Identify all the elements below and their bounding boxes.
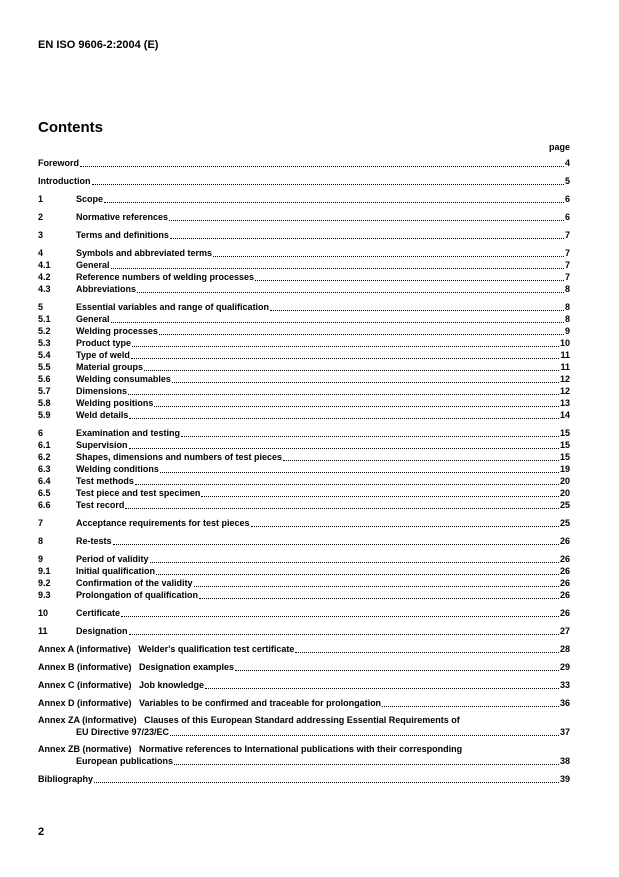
toc-page: 4 — [564, 158, 570, 168]
toc-page: 26 — [559, 590, 570, 600]
toc-title: Supervision — [76, 440, 128, 450]
toc-entry[interactable] — [38, 553, 570, 565]
toc-title: Test record — [76, 500, 125, 510]
toc-title: Certificate — [76, 608, 121, 618]
toc-page: 36 — [559, 698, 570, 708]
toc-entry[interactable] — [38, 535, 570, 547]
toc-entry[interactable] — [38, 409, 570, 421]
toc-entry[interactable] — [38, 301, 570, 313]
toc-page: 6 — [564, 194, 570, 204]
toc-page: 26 — [559, 536, 570, 546]
toc-title: Scope — [76, 194, 104, 204]
toc-entry-annex-za[interactable] — [38, 715, 570, 738]
toc-entry[interactable] — [38, 373, 570, 385]
toc-title-continued: European publications — [76, 756, 174, 766]
leader-dots — [270, 309, 564, 311]
toc-entry[interactable] — [38, 577, 570, 589]
leader-dots — [104, 201, 564, 203]
leader-dots — [129, 633, 559, 635]
toc-title: Welding positions — [76, 398, 154, 408]
toc-title: Material groups — [76, 362, 144, 372]
leader-dots — [156, 573, 559, 575]
toc-page: 8 — [564, 314, 570, 324]
toc-number: 5.5 — [38, 362, 51, 372]
leader-dots — [199, 597, 559, 599]
toc-page: 15 — [559, 428, 570, 438]
toc-title: General — [76, 260, 110, 270]
toc-title: Symbols and abbreviated terms — [76, 248, 213, 258]
toc-page: 5 — [564, 176, 570, 186]
toc-number: 11 — [38, 626, 48, 636]
toc-page: 25 — [559, 518, 570, 528]
toc-page: 7 — [564, 272, 570, 282]
toc-entry-annex-a[interactable] — [38, 643, 570, 655]
toc-entry[interactable] — [38, 463, 570, 475]
toc-entry-bibliography[interactable] — [38, 773, 570, 785]
leader-dots — [94, 781, 559, 783]
toc-entry[interactable] — [38, 475, 570, 487]
leader-dots — [251, 525, 559, 527]
toc-number: 2 — [38, 212, 44, 222]
toc-page: 15 — [559, 452, 570, 462]
toc-entry[interactable] — [38, 283, 570, 295]
toc-title: Weld details — [76, 410, 129, 420]
toc-entry-annex-c[interactable] — [38, 679, 570, 691]
toc-entry[interactable] — [38, 487, 570, 499]
toc-entry[interactable] — [38, 589, 570, 601]
toc-entry-annex-d[interactable] — [38, 697, 570, 709]
leader-dots — [80, 165, 564, 167]
toc-entry[interactable] — [38, 337, 570, 349]
toc-number: 6.3 — [38, 464, 51, 474]
toc-page: 7 — [564, 248, 570, 258]
toc-page: 37 — [559, 727, 570, 737]
toc-entry-annex-b[interactable] — [38, 661, 570, 673]
toc-title: Annex B (informative) Designation examples — [38, 662, 235, 672]
leader-dots — [235, 669, 559, 671]
toc-title: Prolongation of qualification — [76, 590, 198, 600]
leader-dots — [174, 763, 559, 765]
toc-entry-introduction[interactable] — [38, 175, 570, 187]
toc-entry[interactable] — [38, 397, 570, 409]
toc-number: 6.1 — [38, 440, 51, 450]
toc-page: 28 — [559, 644, 570, 654]
toc-entry[interactable] — [38, 451, 570, 463]
leader-dots — [111, 321, 564, 323]
toc-number: 6 — [38, 428, 44, 438]
toc-number: 5.9 — [38, 410, 51, 420]
toc-page: 14 — [559, 410, 570, 420]
toc-title: Normative references — [76, 212, 169, 222]
leader-dots — [382, 705, 559, 707]
toc-title: Welding consumables — [76, 374, 171, 384]
toc-page: 6 — [564, 212, 570, 222]
toc-title: Examination and testing — [76, 428, 181, 438]
toc-title: Annex D (informative) Variables to be confirmed and traceable for prolongation — [38, 698, 382, 708]
leader-dots — [125, 507, 559, 509]
toc-number: 5.4 — [38, 350, 51, 360]
toc-number: 3 — [38, 230, 44, 240]
toc-page: 11 — [560, 350, 570, 360]
toc-number: 4.2 — [38, 272, 51, 282]
toc-entry-annex-zb[interactable] — [38, 744, 570, 767]
toc-page: 15 — [559, 440, 570, 450]
toc-page: 20 — [559, 476, 570, 486]
toc-title: Designation — [76, 626, 128, 636]
contents-title: Contents — [38, 119, 103, 136]
toc-title: Essential variables and range of qualification — [76, 302, 270, 312]
toc-title: Test methods — [76, 476, 134, 486]
toc-entry[interactable] — [38, 427, 570, 439]
leader-dots — [205, 687, 559, 689]
toc-entry[interactable] — [38, 517, 570, 529]
toc-entry[interactable] — [38, 625, 570, 637]
toc-page: 27 — [559, 626, 570, 636]
toc-entry[interactable] — [38, 259, 570, 271]
toc-entry[interactable] — [38, 211, 570, 223]
toc-title: Initial qualification — [76, 566, 156, 576]
leader-dots — [181, 435, 559, 437]
toc-entry[interactable] — [38, 385, 570, 397]
toc-number: 5.3 — [38, 338, 51, 348]
toc-number: 5.7 — [38, 386, 51, 396]
toc-title: Foreword — [38, 158, 80, 168]
toc-title: Terms and definitions — [76, 230, 169, 240]
toc-page: 10 — [559, 338, 570, 348]
toc-title: Reference numbers of welding processes — [76, 272, 255, 282]
toc-page: 26 — [559, 566, 570, 576]
leader-dots — [111, 267, 564, 269]
toc-title-continued: EU Directive 97/23/EC — [76, 727, 170, 737]
toc-entry[interactable] — [38, 325, 570, 337]
toc-number: 5.1 — [38, 314, 51, 324]
toc-page: 26 — [559, 578, 570, 588]
toc-page: 8 — [564, 302, 570, 312]
toc-title: Welding processes — [76, 326, 158, 336]
toc-page: 9 — [564, 326, 570, 336]
toc-number: 1 — [38, 194, 44, 204]
leader-dots — [129, 447, 559, 449]
leader-dots — [113, 543, 559, 545]
toc-entry[interactable] — [38, 313, 570, 325]
toc-entry[interactable] — [38, 271, 570, 283]
leader-dots — [132, 345, 559, 347]
leader-dots — [194, 585, 559, 587]
toc-title: Product type — [76, 338, 132, 348]
toc-number: 9.3 — [38, 590, 51, 600]
leader-dots — [169, 219, 564, 221]
toc-title: Period of validity — [76, 554, 149, 564]
toc-page: 26 — [559, 554, 570, 564]
toc-title: Shapes, dimensions and numbers of test pieces — [76, 452, 283, 462]
toc-entry[interactable] — [38, 499, 570, 511]
toc-number: 6.5 — [38, 488, 51, 498]
toc-entry[interactable] — [38, 565, 570, 577]
toc-number: 7 — [38, 518, 44, 528]
toc-entry[interactable] — [38, 607, 570, 619]
toc-number: 4 — [38, 248, 44, 258]
toc-entry[interactable] — [38, 349, 570, 361]
toc-number: 5.6 — [38, 374, 51, 384]
toc-title: Abbreviations — [76, 284, 137, 294]
leader-dots — [201, 495, 559, 497]
toc-number: 6.4 — [38, 476, 51, 486]
toc-number: 10 — [38, 608, 49, 618]
toc-page: 19 — [559, 464, 570, 474]
leader-dots — [170, 237, 564, 239]
toc-page: 26 — [559, 608, 570, 618]
leader-dots — [128, 393, 559, 395]
toc-title: Dimensions — [76, 386, 128, 396]
toc-title: Re-tests — [76, 536, 112, 546]
leader-dots — [92, 183, 564, 185]
toc-number: 5 — [38, 302, 44, 312]
toc-title: Annex ZB (normative) Normative references to International publications with their corresponding — [38, 744, 463, 754]
toc-number: 9.2 — [38, 578, 51, 588]
leader-dots — [150, 561, 559, 563]
toc-page: 12 — [559, 374, 570, 384]
toc-page: 7 — [564, 230, 570, 240]
toc-number: 5.2 — [38, 326, 51, 336]
toc-page: 29 — [559, 662, 570, 672]
toc-entry[interactable] — [38, 439, 570, 451]
toc-entry[interactable] — [38, 193, 570, 205]
document-header: EN ISO 9606-2:2004 (E) — [38, 39, 159, 51]
leader-dots — [255, 279, 564, 281]
leader-dots — [213, 255, 564, 257]
toc-title: General — [76, 314, 110, 324]
leader-dots — [121, 615, 559, 617]
toc-page: 12 — [559, 386, 570, 396]
toc-entry-foreword[interactable] — [38, 157, 570, 169]
toc-number: 6.6 — [38, 500, 51, 510]
leader-dots — [144, 369, 559, 371]
toc-title: Type of weld — [76, 350, 130, 360]
toc-page: 25 — [559, 500, 570, 510]
toc-page: 38 — [559, 756, 570, 766]
table-of-contents — [38, 157, 570, 785]
toc-title: Confirmation of the validity — [76, 578, 193, 588]
toc-number: 5.8 — [38, 398, 51, 408]
toc-entry[interactable] — [38, 229, 570, 241]
leader-dots — [131, 357, 560, 359]
toc-page: 7 — [564, 260, 570, 270]
toc-number: 4.3 — [38, 284, 51, 294]
toc-page: 20 — [559, 488, 570, 498]
toc-number: 8 — [38, 536, 44, 546]
toc-title: Bibliography — [38, 774, 94, 784]
leader-dots — [295, 651, 559, 653]
toc-title: Annex ZA (informative) Clauses of this European Standard addressing Essential Requirements of — [38, 715, 460, 725]
toc-entry[interactable] — [38, 247, 570, 259]
toc-page: 8 — [564, 284, 570, 294]
leader-dots — [154, 405, 559, 407]
toc-number: 9.1 — [38, 566, 51, 576]
page-number: 2 — [38, 826, 45, 838]
toc-page: 13 — [559, 398, 570, 408]
leader-dots — [170, 734, 559, 736]
leader-dots — [129, 417, 559, 419]
toc-number: 4.1 — [38, 260, 51, 270]
toc-page: 39 — [559, 774, 570, 784]
toc-page: 33 — [559, 680, 570, 690]
leader-dots — [137, 291, 564, 293]
leader-dots — [172, 381, 559, 383]
leader-dots — [160, 471, 559, 473]
toc-entry[interactable] — [38, 361, 570, 373]
leader-dots — [159, 333, 564, 335]
toc-number: 6.2 — [38, 452, 51, 462]
leader-dots — [283, 459, 559, 461]
leader-dots — [135, 483, 559, 485]
toc-page: 11 — [560, 362, 570, 372]
toc-title: Introduction — [38, 176, 91, 186]
toc-title: Acceptance requirements for test pieces — [76, 518, 250, 528]
toc-title: Annex C (informative) Job knowledge — [38, 680, 205, 690]
toc-number: 9 — [38, 554, 44, 564]
page-column-label: page — [548, 142, 570, 152]
toc-title: Test piece and test specimen — [76, 488, 201, 498]
toc-title: Welding conditions — [76, 464, 159, 474]
toc-title: Annex A (informative) Welder's qualification test certificate — [38, 644, 295, 654]
